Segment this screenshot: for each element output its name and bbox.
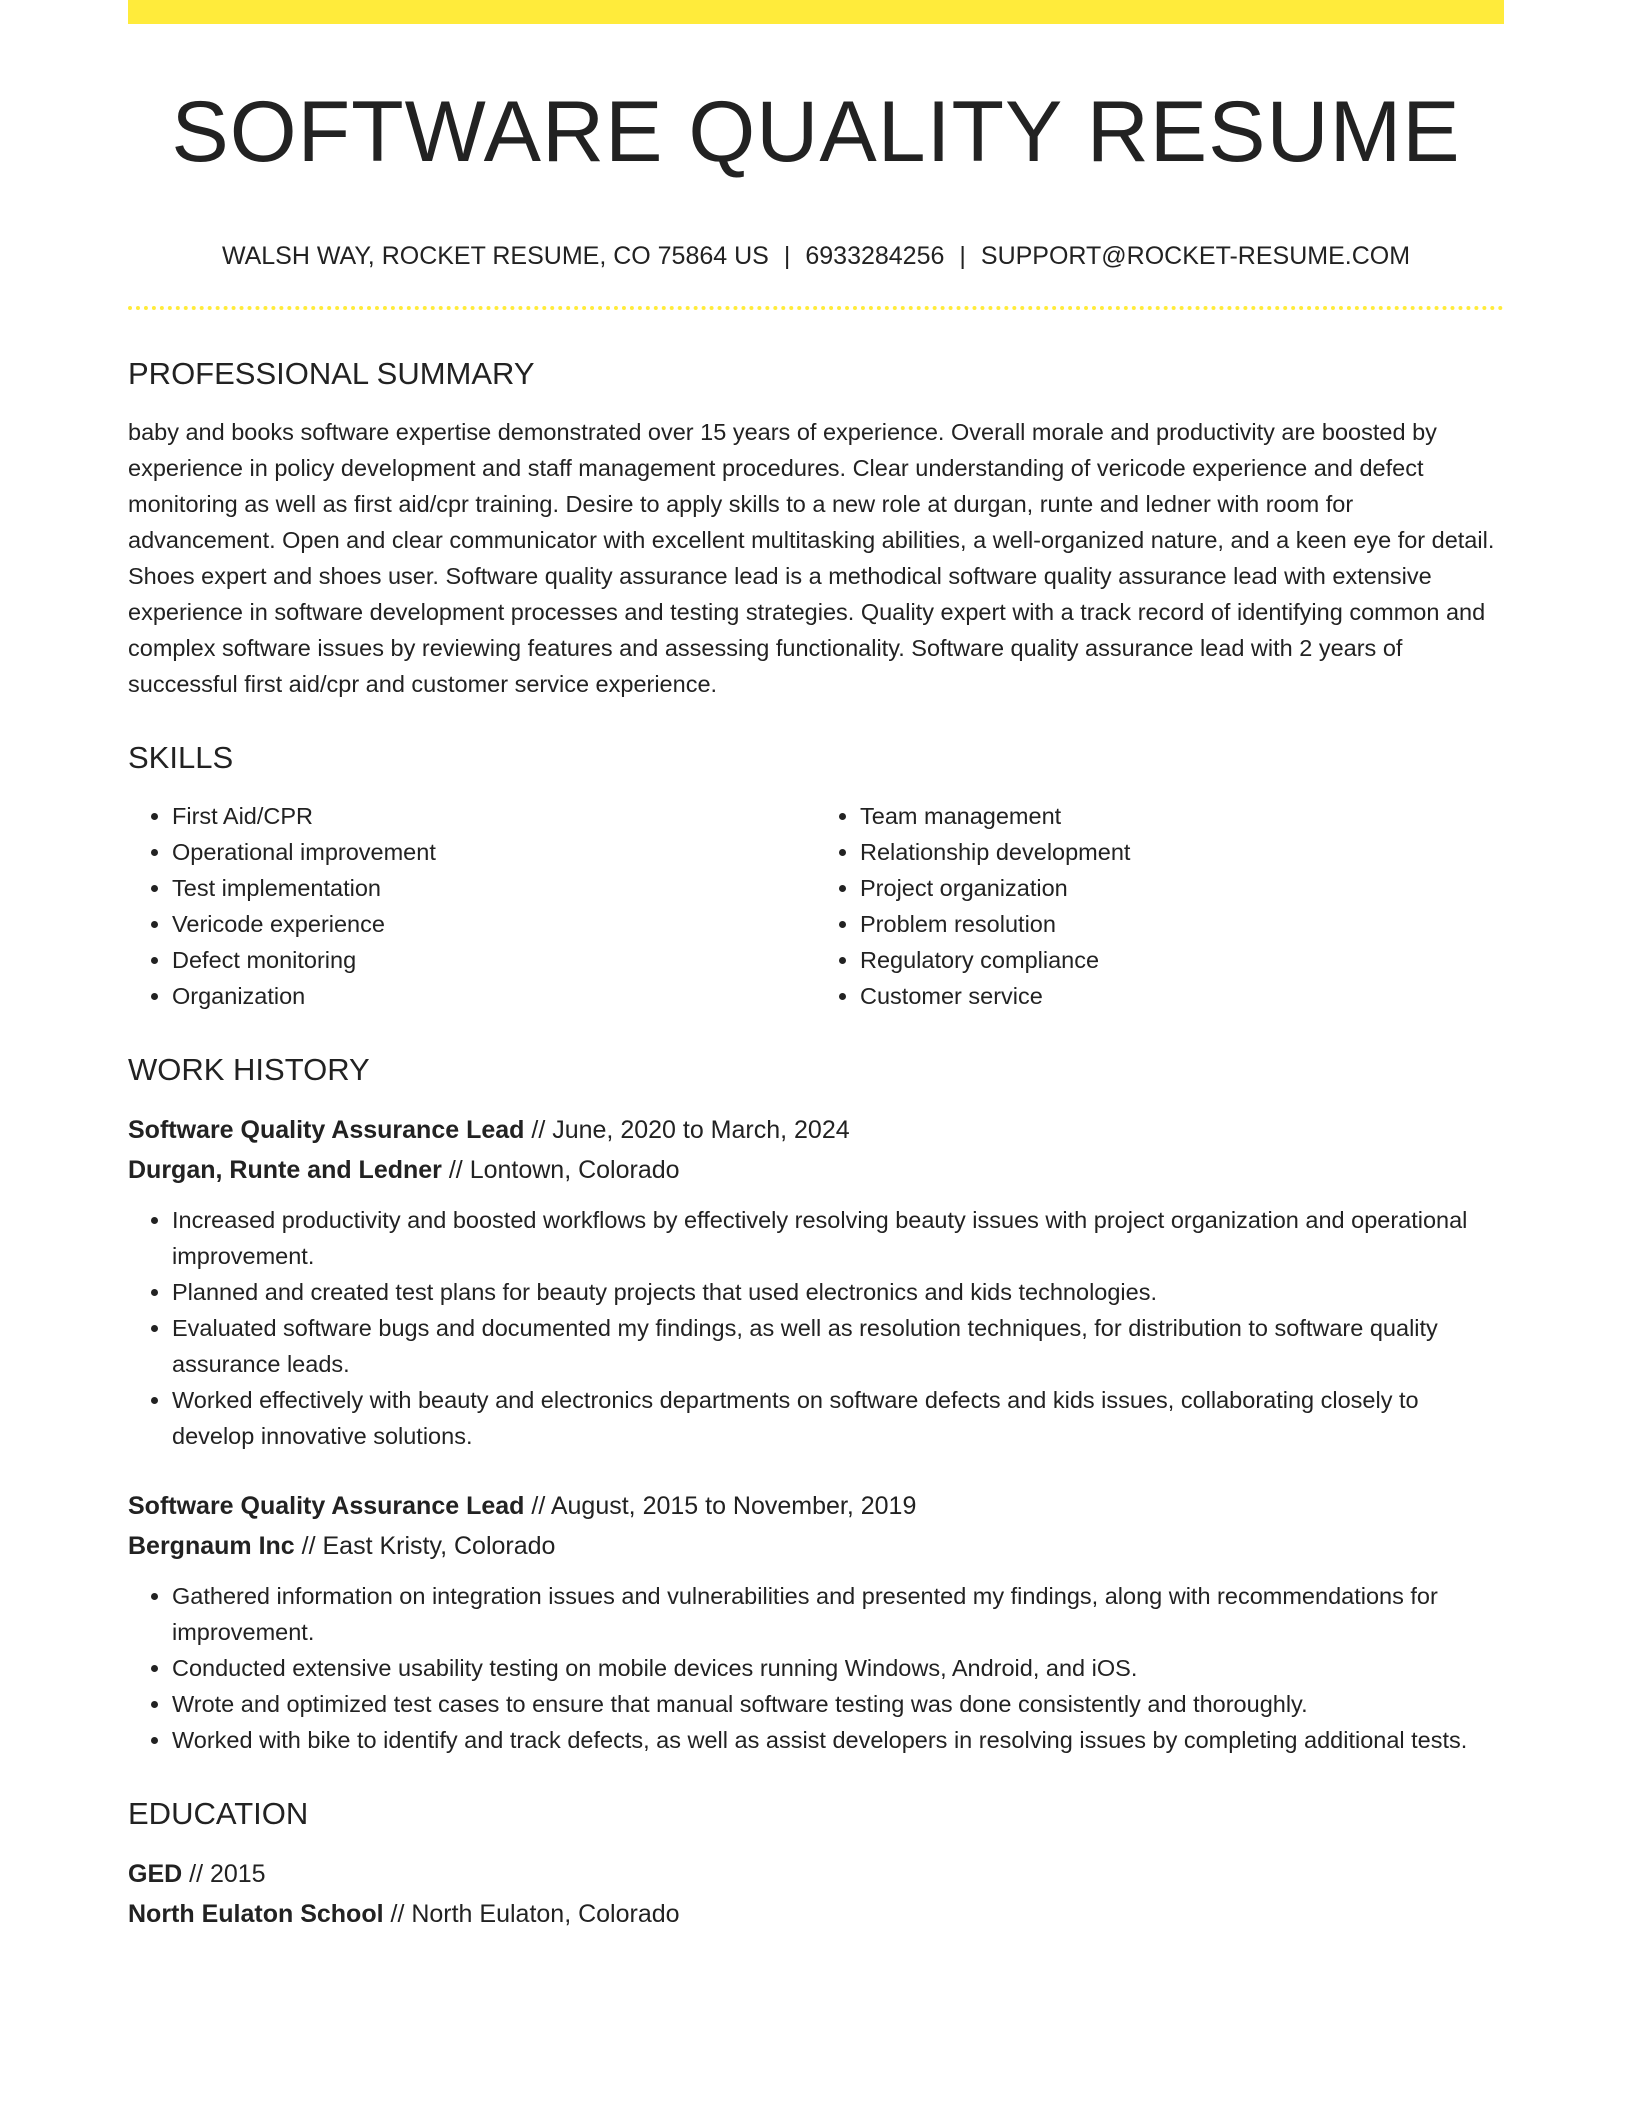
contact-separator: | — [783, 242, 791, 270]
skill-item: • Vericode experience — [172, 906, 816, 942]
work-history-heading: WORK HISTORY — [128, 1052, 370, 1087]
work-history-section — [128, 1050, 1504, 1758]
job-company-line — [128, 1150, 1504, 1190]
summary-heading: PROFESSIONAL SUMMARY — [128, 356, 535, 391]
job-bullet: • Gathered information on integration issues and vulnerabilities and presented my findings, along with recommendations for improvement. — [172, 1578, 1504, 1650]
job-title-line — [128, 1110, 1504, 1150]
summary-text: baby and books software expertise demonstrated over 15 years of experience. Overall morale and productivity are boosted by experience in policy development and staff management procedures. Clear understanding of vericode experience and defect monitoring as well as first aid/cpr training. Desire to apply skills to a new role at durgan, runte and ledner with room for advancement. Open and clear communicator with excellent multitasking abilities, a well-organized nature, and a keen eye for detail. Shoes expert and shoes user. Software quality assurance lead is a methodical software quality assurance lead with extensive experience in software development processes and testing strategies. Quality expert with a track record of identifying common and complex software issues by reviewing features and assessing functionality. Software quality assurance lead with 2 years of successful first aid/cpr and customer service experience. — [128, 419, 1495, 697]
contact-email: SUPPORT@ROCKET-RESUME.COM — [980, 242, 1411, 270]
job-company: Bergnaum Inc — [128, 1532, 295, 1560]
job-company: Durgan, Runte and Ledner — [128, 1156, 442, 1184]
skill-item: • Team management — [860, 798, 1504, 834]
job-title: Software Quality Assurance Lead — [128, 1116, 525, 1144]
skill-item: • Project organization — [860, 870, 1504, 906]
skills-columns — [128, 798, 1504, 1014]
job-title-line — [128, 1486, 1504, 1526]
contact-line — [128, 240, 1504, 272]
job-bullet: • Wrote and optimized test cases to ensure that manual software testing was done consistently and thoroughly. — [172, 1686, 1504, 1722]
contact-separator: | — [959, 242, 966, 270]
job-bullet: • Worked effectively with beauty and electronics departments on software defects and kids issues, collaborating closely to develop innovative solutions. — [172, 1382, 1504, 1454]
education-heading: EDUCATION — [128, 1796, 309, 1831]
skill-item: • Problem resolution — [860, 906, 1504, 942]
resume-title: SOFTWARE QUALITY RESUME — [171, 84, 1461, 180]
education-degree-line — [128, 1854, 1504, 1894]
skill-item: • Relationship development — [860, 834, 1504, 870]
education-school-line — [128, 1894, 1504, 1934]
job-dates: // August, 2015 to November, 2019 — [524, 1492, 917, 1520]
skills-list-left — [128, 798, 816, 1014]
summary-section — [128, 354, 1504, 702]
skill-item: • Defect monitoring — [172, 942, 816, 978]
skill-item: • Operational improvement — [172, 834, 816, 870]
education-degree: GED — [128, 1860, 183, 1888]
job-dates: // June, 2020 to March, 2024 — [524, 1116, 850, 1144]
job-entry — [128, 1486, 1504, 1758]
job-bullets — [128, 1202, 1504, 1454]
job-bullets — [128, 1578, 1504, 1758]
skill-item: • Organization — [172, 978, 816, 1014]
job-bullet: • Increased productivity and boosted workflows by effectively resolving beauty issues with project organization and operational improvement. — [172, 1202, 1504, 1274]
job-bullet: • Evaluated software bugs and documented my findings, as well as resolution techniques, for distribution to software quality assurance leads. — [172, 1310, 1504, 1382]
job-bullet: • Worked with bike to identify and track defects, as well as assist developers in resolving issues by completing additional tests. — [172, 1722, 1504, 1758]
education-location: // North Eulaton, Colorado — [383, 1900, 680, 1928]
job-location: // Lontown, Colorado — [441, 1156, 680, 1184]
resume-content — [128, 24, 1504, 1934]
job-title: Software Quality Assurance Lead — [128, 1492, 525, 1520]
contact-address: WALSH WAY, ROCKET RESUME, CO 75864 US — [221, 242, 769, 270]
accent-top-bar — [128, 0, 1504, 24]
job-bullet: • Planned and created test plans for beauty projects that used electronics and kids technologies. — [172, 1274, 1504, 1310]
contact-phone: 6933284256 — [805, 242, 945, 270]
job-company-line — [128, 1526, 1504, 1566]
job-location: // East Kristy, Colorado — [294, 1532, 556, 1560]
skill-item: • First Aid/CPR — [172, 798, 816, 834]
skill-item: • Customer service — [860, 978, 1504, 1014]
job-bullet: • Conducted extensive usability testing on mobile devices running Windows, Android, and iOS. — [172, 1650, 1504, 1686]
skill-item: • Test implementation — [172, 870, 816, 906]
skills-list-right — [816, 798, 1504, 1014]
skills-section — [128, 738, 1504, 1014]
education-school: North Eulaton School — [128, 1900, 384, 1928]
education-year: // 2015 — [182, 1860, 266, 1888]
skills-heading: SKILLS — [128, 740, 234, 775]
education-section — [128, 1794, 1504, 1934]
dotted-divider — [128, 306, 1504, 310]
skill-item: • Regulatory compliance — [860, 942, 1504, 978]
job-entry — [128, 1110, 1504, 1454]
